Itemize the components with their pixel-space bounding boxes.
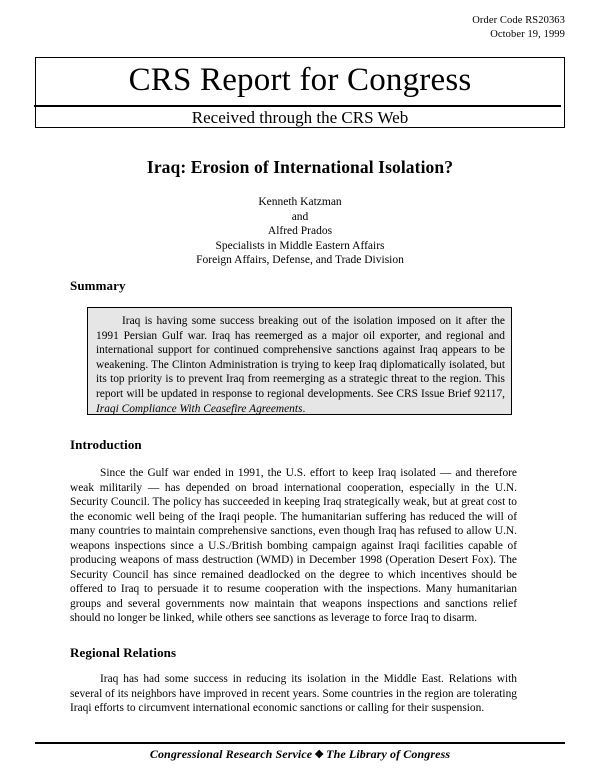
footer-divider-rule xyxy=(35,742,565,744)
paragraph-regional-relations: Iraq has had some success in reducing its isolation in the Middle East. Relations with several of its neighbors have improved in recent years. Some countries in the region are tolerating Iraqi efforts to circumvent international economic sanctions or calling for their suspension. xyxy=(70,673,517,714)
footer-right-text: The Library of Congress xyxy=(326,747,451,761)
page-title: Iraq: Erosion of International Isolation? xyxy=(146,157,454,177)
report-date: October 19, 1999 xyxy=(490,28,565,40)
author-block xyxy=(0,195,600,268)
summary-text-tail: . xyxy=(302,402,306,415)
footer xyxy=(0,747,600,762)
section-heading-introduction: Introduction xyxy=(70,437,142,452)
crs-banner xyxy=(35,57,565,128)
crs-banner-subtitle: Received through the CRS Web xyxy=(191,108,409,127)
summary-text-italic-title: Iraqi Compliance With Ceasefire Agreements xyxy=(96,402,303,415)
summary-text-main: Iraq is having some success breaking out of the isolation imposed on it after the 1991 Persian Gulf war. Iraq has reemerged as a major oil exporter, and regional and international support for continued comprehensive sanctions against Iraq appears to be weakening. The Clinton Administration is trying to keep Iraq diplomatically isolated, but its top priority is to prevent Iraq from reemerging as a strategic threat to the region. This report will be updated in response to regional developments. See CRS Issue Brief 92117, xyxy=(96,315,505,400)
section-heading-summary: Summary xyxy=(70,278,126,293)
summary-box xyxy=(87,307,512,415)
author-division: Foreign Affairs, Defense, and Trade Division xyxy=(196,254,404,267)
summary-text xyxy=(96,314,505,416)
author-conjunction: and xyxy=(291,210,309,223)
floral-diamond-icon: ❖ xyxy=(314,749,325,761)
author-name-primary: Kenneth Katzman xyxy=(258,196,342,208)
order-code-block xyxy=(472,14,565,41)
author-specialty: Specialists in Middle Eastern Affairs xyxy=(215,239,385,252)
section-heading-regional-relations: Regional Relations xyxy=(70,645,177,660)
order-code: Order Code RS20363 xyxy=(472,15,565,26)
author-name-secondary: Alfred Prados xyxy=(267,225,333,238)
crs-banner-title: CRS Report for Congress xyxy=(128,62,472,98)
paragraph-introduction: Since the Gulf war ended in 1991, the U.S. effort to keep Iraq isolated — and therefore weak militarily — has depended on broad international cooperation, especially in the U.N. Security Council. The policy has succeeded in keeping Iraq strategically weak, but at great cost to the economic well being of the Iraqi people. The humanitarian suffering has reduced the will of many countries to maintain comprehensive sanctions, even though Iraq has refused to allow U.N. weapons inspections since a U.S./British bombing campaign against Iraqi facilities capable of producing weapons of mass destruction (WMD) in December 1998 (Operation Desert Fox). The Security Council has since remained deadlocked on the degree to which incentives should be offered to Iraq to persuade it to resume cooperation with the inspections. Many humanitarian groups and several governments now maintain that weapons inspections and sanctions relief should no longer be linked, while others see sanctions as leverage to force Iraq to disarm. xyxy=(70,467,517,624)
footer-left-text: Congressional Research Service xyxy=(149,747,313,761)
